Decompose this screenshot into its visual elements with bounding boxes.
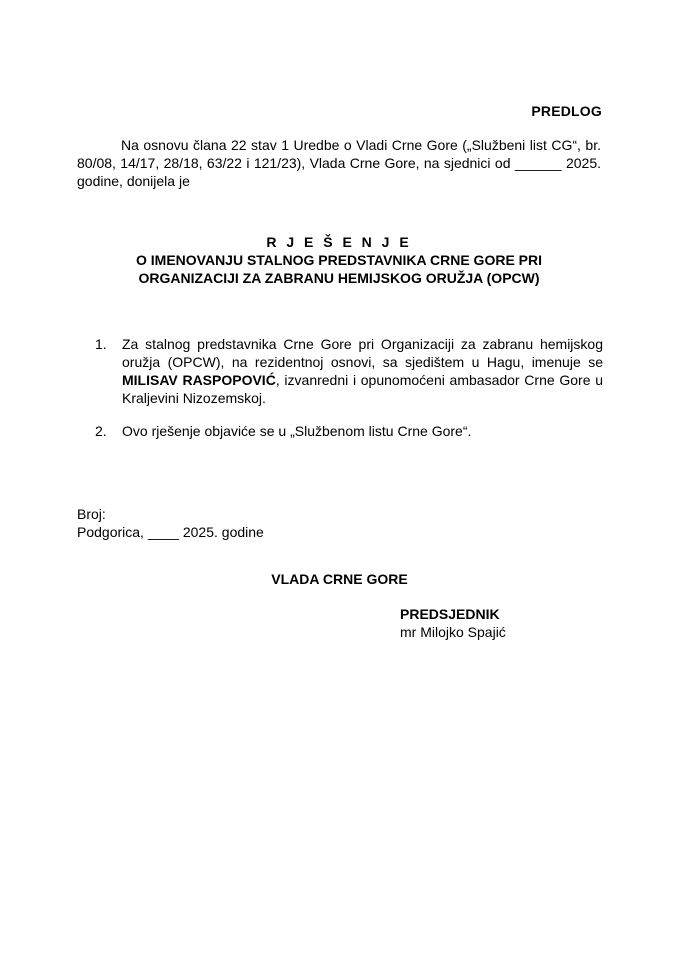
list-item-text: Ovo rješenje objaviće se u „Službenom listu Crne Gore“.	[122, 423, 472, 439]
list-item	[77, 422, 603, 440]
signature-block	[400, 605, 506, 641]
reference-number: Broj:	[77, 506, 106, 522]
decision-subject-line-1: O IMENOVANJU STALNOG PREDSTAVNIKA CRNE GORE PRI	[135, 252, 543, 268]
decision-heading: R J E Š E N J E	[266, 234, 412, 250]
decision-subject-line-2: ORGANIZACIJI ZA ZABRANU HEMIJSKOG ORUŽJA (OPCW)	[138, 270, 540, 286]
list-item-text-after: , izvanredni i opunomoćeni ambasador Crne Gore u Kraljevini Nizozemskoj.	[122, 372, 603, 406]
place-and-date: Podgorica, ____ 2025. godine	[77, 524, 264, 540]
appointee-name: MILISAV RASPOPOVIĆ	[122, 372, 276, 388]
list-item-number: 2.	[95, 423, 107, 439]
government-name: VLADA CRNE GORE	[271, 571, 408, 587]
list-item-text-before: Za stalnog predstavnika Crne Gore pri Organizaciji za zabranu hemijskog oružja (OPCW), na rezidentnoj osnovi, sa sjedištem u Hagu, imenuje se	[122, 336, 603, 370]
list-item-number: 1.	[95, 336, 107, 352]
document-status-label: PREDLOG	[531, 103, 602, 119]
list-item	[77, 335, 603, 407]
signatory-name: mr Milojko Spajić	[400, 624, 506, 640]
signatory-title: PREDSJEDNIK	[400, 606, 500, 622]
intro-paragraph: Na osnovu člana 22 stav 1 Uredbe o Vladi Crne Gore („Službeni list CG“, br. 80/08, 14/17, 28/18, 63/22 i 121/23), Vlada Crne Gore, na sjednici od ______ 2025. godine, donijela je	[77, 137, 601, 189]
list-item-text	[122, 335, 603, 407]
decision-title	[77, 233, 601, 287]
